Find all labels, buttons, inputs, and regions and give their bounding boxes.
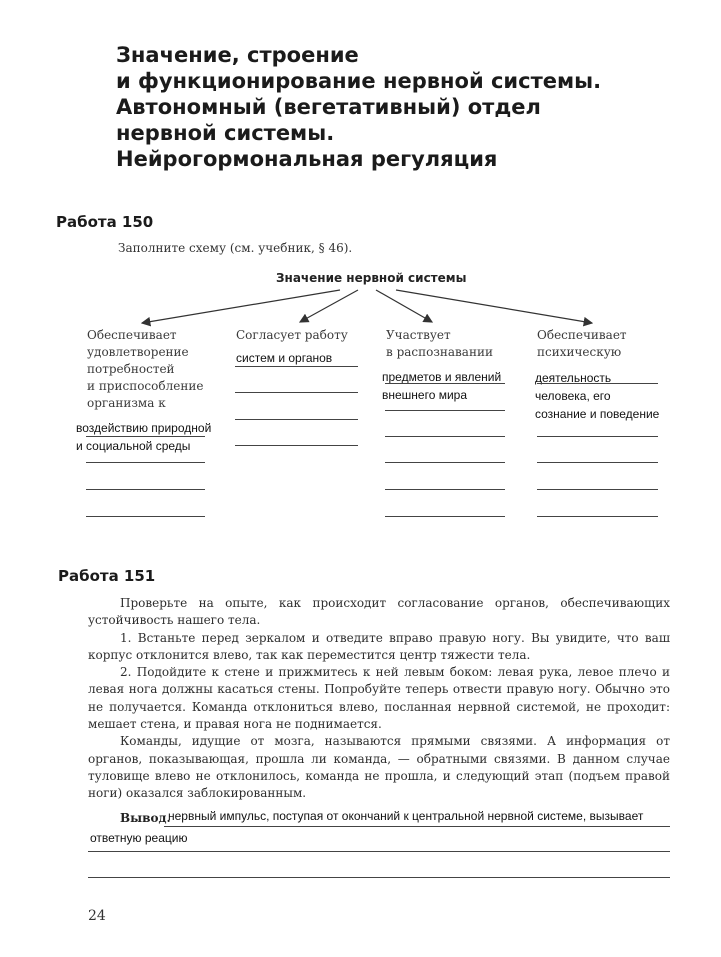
answer-line xyxy=(385,410,505,411)
work-151-heading: Работа 151 xyxy=(58,567,156,585)
answer-line xyxy=(235,445,358,446)
answer-line xyxy=(537,383,658,384)
scheme-branch-3-text: Участвует в распознавании xyxy=(386,328,493,359)
answer-line xyxy=(385,489,505,490)
conclusion-answer: ответную реацию xyxy=(90,831,188,845)
answer-line xyxy=(86,489,205,490)
scheme-branch-4-answer: человека, его xyxy=(535,389,611,403)
conclusion-label: Вывод. xyxy=(120,811,171,825)
scheme-branch-4-text: Обеспечивает психическую xyxy=(537,328,627,359)
answer-line xyxy=(86,462,205,463)
chapter-title-line: нервной системы. xyxy=(116,121,335,145)
chapter-title-line: Нейрогормональная регуляция xyxy=(116,147,498,171)
work-151-body xyxy=(88,595,670,803)
page-number: 24 xyxy=(88,908,106,924)
answer-line xyxy=(537,436,658,437)
scheme-branch-1-answer: и социальной среды xyxy=(76,439,191,453)
answer-line xyxy=(88,877,670,878)
answer-line xyxy=(235,419,358,420)
scheme-branch-4-answer: сознание и поведение xyxy=(535,407,660,421)
scheme-title: Значение нервной системы xyxy=(276,271,467,285)
body-paragraph: Команды, идущие от мозга, называются прямыми связями. А информация от органов, показывающая, прошла ли команда, — обратными связями. В данном случае туловище влево не отклонилось, команда не прошла, и следующий этап (подъем правой ноги) оказался заблокированным. xyxy=(88,734,670,801)
answer-line xyxy=(385,462,505,463)
scheme-branch-3-answer: внешнего мира xyxy=(382,388,468,402)
answer-line xyxy=(537,489,658,490)
answer-line xyxy=(537,516,658,517)
chapter-title-line: Автономный (вегетативный) отдел xyxy=(116,95,541,119)
scheme-branch-2-answer: систем и органов xyxy=(236,351,333,365)
body-paragraph: Проверьте на опыте, как происходит согласование органов, обеспечивающих устойчивость нашего тела. xyxy=(88,596,670,628)
answer-line xyxy=(88,851,670,852)
answer-line xyxy=(385,436,505,437)
scheme-branch-1-answer: воздействию природной xyxy=(76,421,212,435)
work-150-heading: Работа 150 xyxy=(56,213,154,231)
scheme-branch-3-answer: предметов и явлений xyxy=(382,370,502,384)
answer-line xyxy=(537,462,658,463)
scheme-branch-1-text: Обеспечивает удовлетворение потребностей и приспособление организма к xyxy=(87,328,204,410)
chapter-title-line: Значение, строение xyxy=(116,43,359,67)
chapter-title-line: и функционирование нервной системы. xyxy=(116,69,602,93)
answer-line xyxy=(86,436,205,437)
scheme-arrows xyxy=(0,0,721,340)
body-paragraph: 1. Встаньте перед зеркалом и отведите вправо правую ногу. Вы увидите, что ваш корпус отклонится влево, так как переместится центр тяжести тела. xyxy=(88,630,670,662)
answer-line xyxy=(385,516,505,517)
arrow-to-branch-1 xyxy=(142,290,340,323)
conclusion-answer: нервный импульс, поступая от окончаний к центральной нервной системе, вызывает xyxy=(168,809,644,823)
body-paragraph: 2. Подойдите к стене и прижмитесь к ней левым боком: левая рука, левое плечо и левая нога должны касаться стены. Попробуйте теперь отвести правую ногу. Обычно это не получается. Команда отклониться влево, посланная нервной системой, не проходит: мешает стена, и правая нога не поднимается. xyxy=(88,665,670,732)
answer-line xyxy=(164,826,670,827)
scheme-branch-4-answer: деятельность xyxy=(535,371,612,385)
work-150-instruction: Заполните схему (см. учебник, § 46). xyxy=(118,241,353,255)
answer-line xyxy=(385,383,505,384)
answer-line xyxy=(86,516,205,517)
scheme-branch-2-text: Согласует работу xyxy=(236,328,348,342)
answer-line xyxy=(235,366,358,367)
answer-line xyxy=(235,392,358,393)
